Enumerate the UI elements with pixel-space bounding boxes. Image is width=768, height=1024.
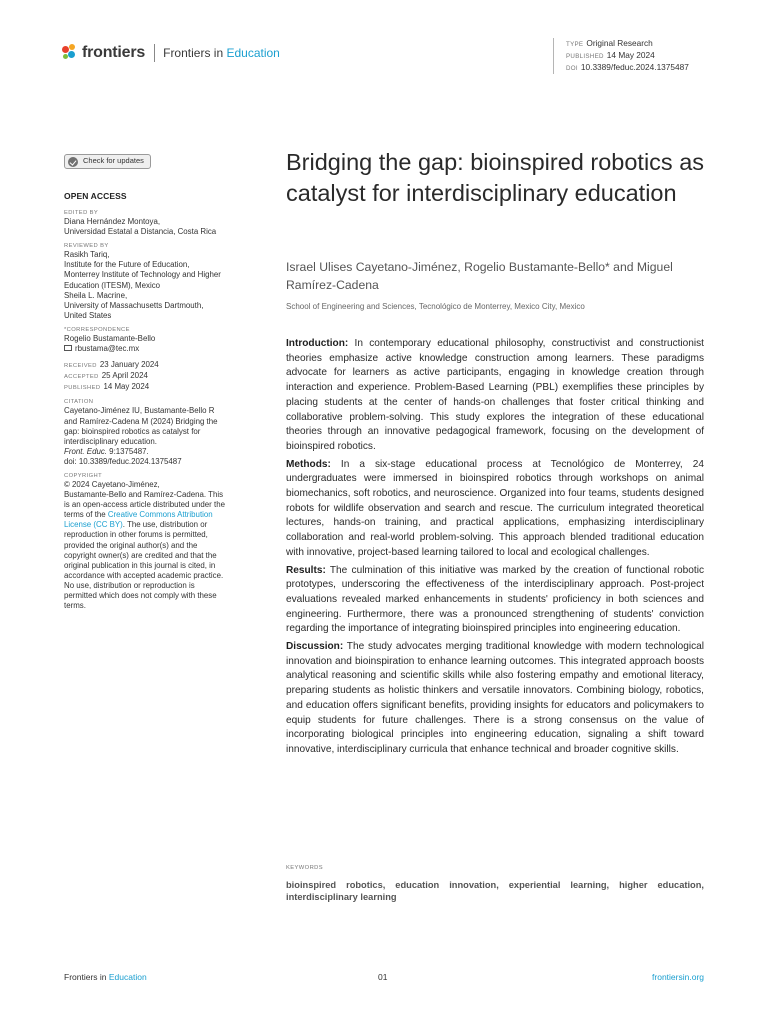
abstract-results: Results: The culmination of this initiative was marked by the creation of functional robotic prototypes, underscoring the effectiveness of the interdisciplinary approach. Post-project evaluations revealed marked enhancements in students' proficiency in both sciences and engineering. Furthermore, there was a pronounced strengthening of students' conviction regarding the importance of integrating bioinspired principles into engineering education. (286, 564, 704, 635)
citation: Cayetano-Jiménez IU, Bustamante-Bello R and Ramírez-Cadena M (2024) Bridging the gap: bioinspired robotics as catalyst for interdisciplinary education. Front. Educ. 9:1375487. doi: 10.3389/feduc.2024.1375487 (64, 406, 260, 467)
citation-doi[interactable]: doi: 10.3389/feduc.2024.1375487 (64, 456, 182, 466)
dates: RECEIVED 23 January 2024 ACCEPTED 25 April 2024 PUBLISHED 14 May 2024 (64, 360, 159, 392)
accepted-date: 25 April 2024 (101, 371, 148, 381)
abstract-introduction: Introduction: In contemporary educational philosophy, constructivist and constructionist theories emphasize active knowledge construction among learners. These paradigms advocate for learners as active participants, engaging in knowledge creation through interaction and experience. Problem-Based Learning (PBL) exemplifies these principles by placing students at the center of hands-on challenges that foster critical thinking and collaborative problem-solving. This study explores the integration of these educational theories through an innovative pedagogical framework, focusing on the development of bioinspired robotics. (286, 338, 704, 452)
correspondence: Rogelio Bustamante-Bello rbustama@tec.mx (64, 333, 156, 354)
mail-icon (64, 345, 72, 351)
article-meta: TYPE Original Research PUBLISHED 14 May 2024 DOI 10.3389/feduc.2024.1375487 (553, 38, 689, 74)
article-type: Original Research (586, 38, 653, 48)
article-title: Bridging the gap: bioinspired robotics as catalyst for interdisciplinary education (286, 149, 705, 206)
published-date: 14 May 2024 (606, 50, 655, 60)
correspondence-email[interactable]: rbustama@tec.mx (75, 344, 140, 354)
logo-divider (154, 44, 155, 62)
check-updates-button[interactable]: Check for updates (64, 154, 151, 169)
brand-name: frontiers (82, 44, 146, 61)
abstract-discussion: Discussion: The study advocates merging traditional knowledge with modern technological innovation and bioinspiration to enhance learning outcomes. This integrated approach boosts analytical reasoning and scientific skills while also fostering empathy and emotional literacy, preparing students as holistic thinkers and versatile innovators. Combining biology, robotics, and education offers significant benefits, providing insights for educators and policymakers to equip students for future challenges. There is a strong consensus on the value of incorporating biological principles into engineering education, signaling a shift toward innovative, interdisciplinary curricula that enhance technical and broader cognitive skills. (286, 641, 704, 755)
cc-license-link[interactable]: Creative Commons Attribution (107, 510, 213, 520)
edited-by-label: EDITED BY (64, 210, 99, 217)
copyright: © 2024 Cayetano-Jiménez, Bustamante-Bello and Ramírez-Cadena. This is an open-access article distributed under the terms of the Creative Commons Attribution License (CC BY). The use, distribution or reproduction in other forums is permitted, provided the original author(s) and the copyright owner(s) are credited and that the original publication in this journal is cited, in accordance with accepted academic practice. No use, distribution or reproduction is permitted which does not comply with these terms. (64, 479, 225, 611)
abstract-methods: Methods: In a six-stage educational process at Tecnológico de Monterrey, 24 undergraduates were immersed in bioinspired robotics through workshops on animal biomechanics, soft robotics, and neuroscience. Organized into four teams, students designed robots for wildlife observation and search and rescue. The curriculum integrated theoretical lectures, hands-on training, and practical applications, emphasizing interdisciplinary collaboration and real-world problem-solving. This approach blended traditional education with innovative, project-based learning tailored to local and ecological challenges. (286, 458, 704, 558)
copyright-label: COPYRIGHT (64, 472, 103, 479)
sidebar-published-date: 14 May 2024 (103, 382, 150, 392)
reviewed-by-label: REVIEWED BY (64, 243, 109, 250)
correspondence-label: *CORRESPONDENCE (64, 326, 130, 333)
received-date: 23 January 2024 (99, 360, 159, 370)
frontiers-logo[interactable] (62, 44, 280, 62)
edited-by: Diana Hernández Montoya, Universidad Estatal a Distancia, Costa Rica (64, 217, 217, 237)
check-icon (68, 157, 78, 167)
sidebar (64, 154, 260, 611)
cc-license-link-2[interactable]: License (CC BY) (64, 520, 123, 530)
doi-link[interactable]: 10.3389/feduc.2024.1375487 (580, 62, 689, 72)
frontiers-logo-icon (62, 44, 78, 62)
journal-name: Frontiers in Education (163, 46, 280, 60)
abstract (286, 337, 704, 761)
footer-journal: Frontiers in Education (64, 972, 147, 982)
keywords: bioinspired robotics, education innovation, experiential learning, higher education, interdisciplinary learning (286, 880, 704, 902)
reviewed-by: Rasikh Tariq, Institute for the Future of Education, Monterrey Institute of Technology and Higher Education (ITESM), Mexico Sheila L. Macrine, University of Massachusetts Dartmouth, United States (64, 250, 221, 320)
article-authors: Israel Ulises Cayetano-Jiménez, Rogelio Bustamante-Bello* and Miguel Ramírez-Cadena (286, 260, 673, 292)
keywords-label: KEYWORDS (286, 865, 324, 871)
affiliation: School of Engineering and Sciences, Tecnológico de Monterrey, Mexico City, Mexico (286, 302, 585, 311)
page-number: 01 (378, 972, 388, 982)
citation-label: CITATION (64, 399, 94, 406)
footer-site-link[interactable]: frontiersin.org (652, 972, 704, 982)
open-access-label: OPEN ACCESS (64, 191, 127, 201)
